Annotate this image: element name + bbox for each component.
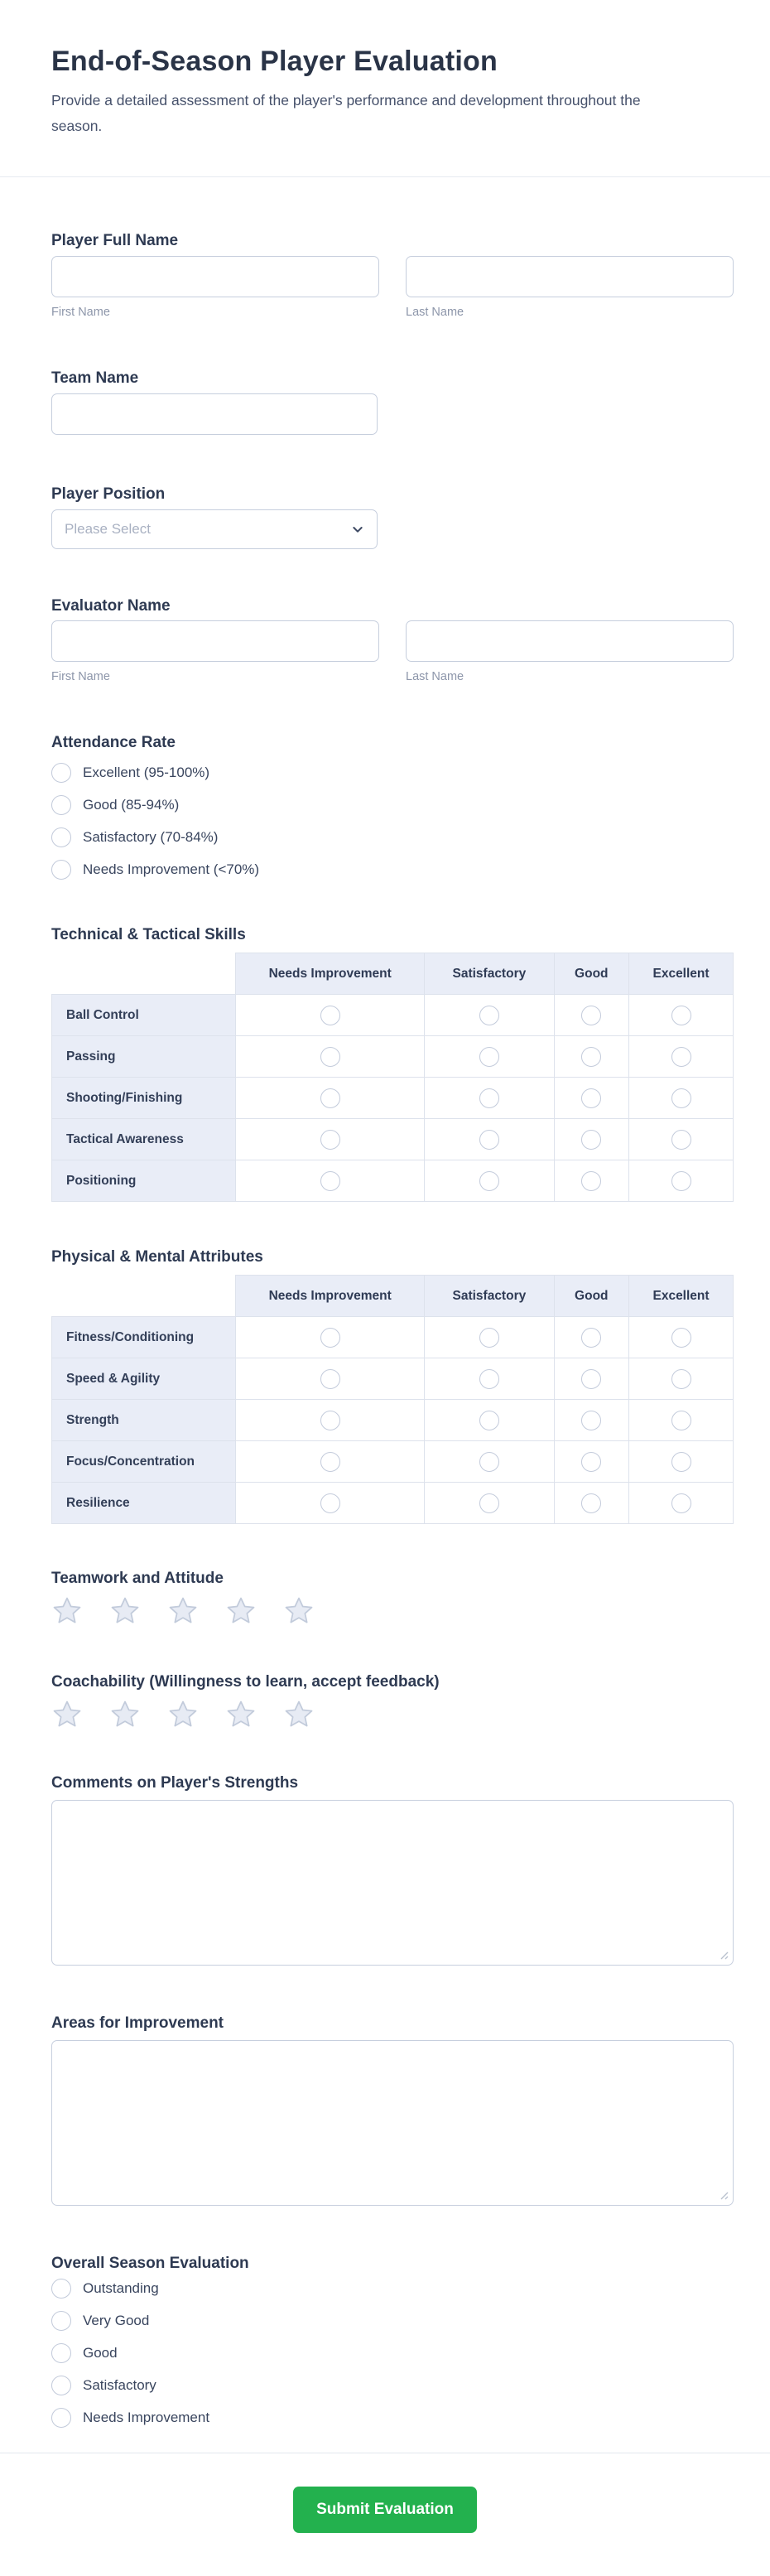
radio-icon <box>479 1088 499 1108</box>
radio-icon <box>51 2279 71 2299</box>
radio-icon <box>479 1047 499 1067</box>
matrix-row-label: Speed & Agility <box>52 1358 236 1400</box>
matrix-radio-cell[interactable] <box>554 1160 629 1202</box>
matrix-corner-cell <box>52 1276 236 1317</box>
matrix-column-header: Excellent <box>629 953 734 995</box>
matrix-row-passing <box>52 1036 734 1078</box>
evaluator-name-label: Evaluator Name <box>51 597 171 615</box>
physical-attributes-label: Physical & Mental Attributes <box>51 1248 263 1266</box>
attendance-rate-label: Attendance Rate <box>51 734 176 751</box>
first-name-sublabel: First Name <box>51 670 110 683</box>
form-subtitle: Provide a detailed assessment of the player's performance and development throughout the season. <box>51 92 641 134</box>
radio-icon <box>479 1328 499 1348</box>
technical-skills-matrix <box>51 953 734 1202</box>
matrix-radio-cell[interactable] <box>629 1160 734 1202</box>
player-first-name-input[interactable] <box>51 256 379 297</box>
player-last-name-input[interactable] <box>406 256 734 297</box>
team-name-label: Team Name <box>51 369 139 387</box>
form-header <box>0 0 770 177</box>
strengths-textarea[interactable] <box>51 1800 734 1966</box>
question-technical-skills <box>51 925 734 1202</box>
attendance-option-excellent[interactable]: Excellent (95-100%) <box>51 761 209 784</box>
matrix-corner-cell <box>52 953 236 995</box>
matrix-radio-cell[interactable] <box>425 1160 554 1202</box>
radio-icon <box>671 1171 691 1191</box>
teamwork-label: Teamwork and Attitude <box>51 1570 224 1587</box>
radio-icon <box>51 763 71 783</box>
matrix-row-strength <box>52 1400 734 1441</box>
matrix-radio-cell[interactable] <box>236 1317 425 1358</box>
form-title: End-of-Season Player Evaluation <box>51 46 498 77</box>
radio-icon <box>51 827 71 847</box>
star-icon[interactable] <box>167 1595 199 1627</box>
matrix-column-header: Good <box>554 953 629 995</box>
matrix-radio-cell[interactable] <box>236 1160 425 1202</box>
radio-icon <box>320 1452 340 1472</box>
matrix-radio-cell[interactable] <box>629 1441 734 1483</box>
radio-icon <box>671 1047 691 1067</box>
team-name-input[interactable] <box>51 393 378 435</box>
resize-grip-icon[interactable] <box>719 1950 729 1960</box>
matrix-radio-cell[interactable] <box>554 1358 629 1400</box>
overall-option-very-good[interactable]: Very Good <box>51 2309 149 2332</box>
matrix-row-tactical-awareness <box>52 1119 734 1160</box>
matrix-column-header: Satisfactory <box>425 1276 554 1317</box>
question-strengths <box>51 1773 734 1966</box>
overall-radio-group <box>51 2277 734 2429</box>
matrix-radio-cell[interactable] <box>629 995 734 1036</box>
star-icon[interactable] <box>51 1595 83 1627</box>
coachability-star-rating <box>51 1699 734 1730</box>
radio-icon <box>581 1171 601 1191</box>
form-footer <box>0 2453 770 2576</box>
matrix-column-header: Satisfactory <box>425 953 554 995</box>
matrix-radio-cell[interactable] <box>425 1317 554 1358</box>
matrix-radio-cell[interactable] <box>236 1358 425 1400</box>
submit-button[interactable]: Submit Evaluation <box>293 2487 477 2533</box>
matrix-radio-cell[interactable] <box>425 1358 554 1400</box>
overall-option-outstanding[interactable]: Outstanding <box>51 2277 159 2300</box>
matrix-radio-cell[interactable] <box>236 1078 425 1119</box>
matrix-column-header: Needs Improvement <box>236 953 425 995</box>
radio-icon <box>581 1047 601 1067</box>
radio-icon <box>51 2311 71 2331</box>
radio-icon <box>51 2343 71 2363</box>
matrix-column-header: Excellent <box>629 1276 734 1317</box>
radio-icon <box>479 1130 499 1150</box>
matrix-row-fitness <box>52 1317 734 1358</box>
matrix-radio-cell[interactable] <box>629 1400 734 1441</box>
radio-icon <box>581 1369 601 1389</box>
improvement-label: Areas for Improvement <box>51 2014 224 2032</box>
attendance-option-good[interactable]: Good (85-94%) <box>51 794 179 817</box>
select-placeholder: Please Select <box>65 521 151 537</box>
matrix-radio-cell[interactable] <box>554 1078 629 1119</box>
radio-icon <box>479 1493 499 1513</box>
radio-icon <box>320 1493 340 1513</box>
star-icon[interactable] <box>109 1595 141 1627</box>
radio-icon <box>320 1130 340 1150</box>
matrix-row-label: Focus/Concentration <box>52 1441 236 1483</box>
question-player-position <box>51 485 734 549</box>
attendance-option-satisfactory[interactable]: Satisfactory (70-84%) <box>51 826 218 849</box>
physical-attributes-matrix <box>51 1275 734 1524</box>
matrix-radio-cell[interactable] <box>425 1119 554 1160</box>
technical-skills-label: Technical & Tactical Skills <box>51 926 246 943</box>
matrix-radio-cell[interactable] <box>236 1400 425 1441</box>
star-icon[interactable] <box>109 1699 141 1730</box>
matrix-radio-cell[interactable] <box>629 1358 734 1400</box>
question-coachability <box>51 1672 734 1730</box>
matrix-radio-cell[interactable] <box>629 1078 734 1119</box>
radio-icon <box>320 1047 340 1067</box>
radio-icon <box>320 1411 340 1430</box>
matrix-row-label: Tactical Awareness <box>52 1119 236 1160</box>
matrix-radio-cell[interactable] <box>554 1317 629 1358</box>
radio-icon <box>671 1369 691 1389</box>
radio-icon <box>671 1088 691 1108</box>
radio-icon <box>320 1171 340 1191</box>
question-evaluator-name <box>51 596 734 684</box>
radio-icon <box>320 1369 340 1389</box>
matrix-radio-cell[interactable] <box>425 1078 554 1119</box>
radio-icon <box>51 860 71 880</box>
matrix-row-speed-agility <box>52 1358 734 1400</box>
matrix-radio-cell[interactable] <box>236 1441 425 1483</box>
overall-option-satisfactory[interactable]: Satisfactory <box>51 2374 156 2397</box>
question-teamwork <box>51 1569 734 1627</box>
radio-icon <box>479 1171 499 1191</box>
player-position-select[interactable] <box>51 509 378 549</box>
last-name-sublabel: Last Name <box>406 670 464 683</box>
matrix-column-header: Good <box>554 1276 629 1317</box>
matrix-radio-cell[interactable] <box>425 1441 554 1483</box>
radio-icon <box>581 1088 601 1108</box>
star-icon[interactable] <box>51 1699 83 1730</box>
overall-option-needs-improvement[interactable]: Needs Improvement <box>51 2406 209 2429</box>
star-icon[interactable] <box>167 1699 199 1730</box>
first-name-sublabel: First Name <box>51 306 110 319</box>
matrix-row-label: Shooting/Finishing <box>52 1078 236 1119</box>
attendance-option-needs-improvement[interactable]: Needs Improvement (<70%) <box>51 858 259 881</box>
radio-icon <box>320 1088 340 1108</box>
radio-icon <box>581 1006 601 1025</box>
radio-icon <box>581 1130 601 1150</box>
matrix-radio-cell[interactable] <box>425 1036 554 1078</box>
question-team-name <box>51 369 734 435</box>
matrix-radio-cell[interactable] <box>554 1036 629 1078</box>
overall-evaluation-label: Overall Season Evaluation <box>51 2255 249 2272</box>
teamwork-star-rating <box>51 1595 734 1627</box>
form-body <box>0 177 770 2453</box>
radio-icon <box>671 1328 691 1348</box>
radio-icon <box>479 1006 499 1025</box>
radio-icon <box>51 795 71 815</box>
star-icon[interactable] <box>283 1595 315 1627</box>
matrix-radio-cell[interactable] <box>236 1119 425 1160</box>
radio-icon <box>479 1452 499 1472</box>
matrix-row-focus <box>52 1441 734 1483</box>
star-icon[interactable] <box>225 1699 257 1730</box>
matrix-row-shooting <box>52 1078 734 1119</box>
question-physical-attributes <box>51 1247 734 1524</box>
strengths-label: Comments on Player's Strengths <box>51 1774 299 1792</box>
radio-icon <box>479 1369 499 1389</box>
star-icon[interactable] <box>283 1699 315 1730</box>
coachability-label: Coachability (Willingness to learn, accept feedback) <box>51 1673 440 1691</box>
radio-icon <box>51 2408 71 2428</box>
matrix-column-header: Needs Improvement <box>236 1276 425 1317</box>
radio-icon <box>671 1452 691 1472</box>
star-icon[interactable] <box>225 1595 257 1627</box>
matrix-row-ball-control <box>52 995 734 1036</box>
matrix-radio-cell[interactable] <box>629 1036 734 1078</box>
radio-icon <box>671 1493 691 1513</box>
radio-icon <box>671 1411 691 1430</box>
matrix-radio-cell[interactable] <box>554 1483 629 1524</box>
radio-icon <box>51 2376 71 2395</box>
matrix-row-resilience <box>52 1483 734 1524</box>
radio-icon <box>479 1411 499 1430</box>
radio-icon <box>320 1328 340 1348</box>
radio-icon <box>581 1493 601 1513</box>
question-attendance-rate <box>51 733 734 881</box>
matrix-row-label: Ball Control <box>52 995 236 1036</box>
attendance-radio-group <box>51 761 734 881</box>
matrix-row-label: Passing <box>52 1036 236 1078</box>
radio-icon <box>581 1328 601 1348</box>
matrix-row-label: Fitness/Conditioning <box>52 1317 236 1358</box>
matrix-radio-cell[interactable] <box>629 1119 734 1160</box>
matrix-radio-cell[interactable] <box>236 1036 425 1078</box>
question-player-full-name <box>51 231 734 320</box>
matrix-radio-cell[interactable] <box>629 1483 734 1524</box>
last-name-sublabel: Last Name <box>406 306 464 319</box>
matrix-row-label: Positioning <box>52 1160 236 1202</box>
chevron-down-icon <box>351 523 364 536</box>
matrix-radio-cell[interactable] <box>236 995 425 1036</box>
matrix-radio-cell[interactable] <box>629 1317 734 1358</box>
improvement-textarea[interactable] <box>51 2040 734 2206</box>
matrix-radio-cell[interactable] <box>554 1400 629 1441</box>
radio-icon <box>671 1006 691 1025</box>
resize-grip-icon[interactable] <box>719 2190 729 2200</box>
matrix-radio-cell[interactable] <box>425 1400 554 1441</box>
matrix-radio-cell[interactable] <box>236 1483 425 1524</box>
radio-icon <box>320 1006 340 1025</box>
radio-icon <box>671 1130 691 1150</box>
question-improvement <box>51 2014 734 2206</box>
overall-option-good[interactable]: Good <box>51 2342 118 2365</box>
matrix-row-label: Strength <box>52 1400 236 1441</box>
player-position-label: Player Position <box>51 485 166 503</box>
player-full-name-label: Player Full Name <box>51 232 179 249</box>
matrix-row-label: Resilience <box>52 1483 236 1524</box>
matrix-radio-cell[interactable] <box>425 995 554 1036</box>
matrix-radio-cell[interactable] <box>554 1441 629 1483</box>
matrix-radio-cell[interactable] <box>554 995 629 1036</box>
matrix-radio-cell[interactable] <box>425 1483 554 1524</box>
radio-icon <box>581 1452 601 1472</box>
matrix-radio-cell[interactable] <box>554 1119 629 1160</box>
evaluator-last-name-input[interactable] <box>406 620 734 662</box>
matrix-row-positioning <box>52 1160 734 1202</box>
evaluator-first-name-input[interactable] <box>51 620 379 662</box>
question-overall-evaluation <box>51 2254 734 2429</box>
radio-icon <box>581 1411 601 1430</box>
